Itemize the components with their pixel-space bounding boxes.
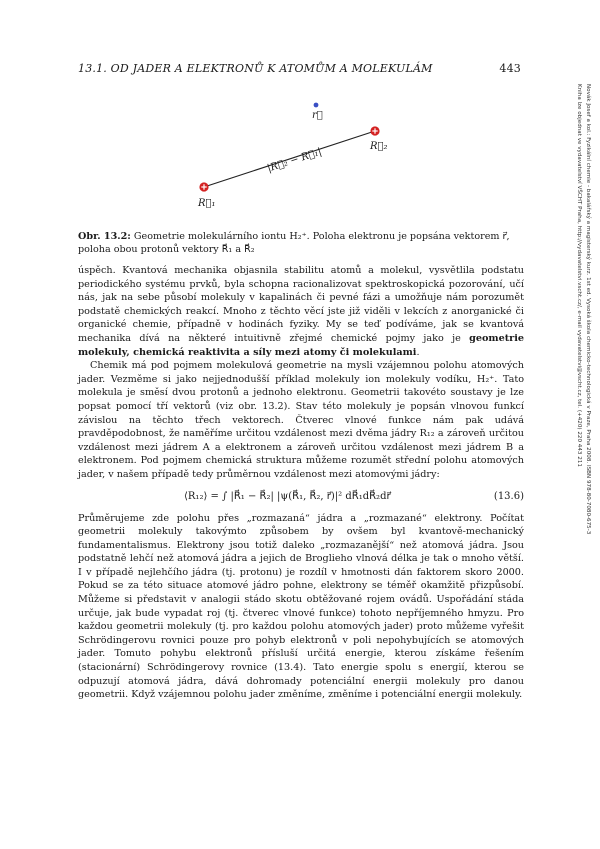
label-r2: R⃗₂ xyxy=(370,141,388,152)
label-r1: R⃗₁ xyxy=(198,198,216,209)
body-text xyxy=(78,264,524,702)
caption-text: Geometrie molekulárního iontu H₂⁺. Poloha elektronu je popsána vektorem r⃗, poloha obou protonů vektory R⃗₁ a R⃗₂ xyxy=(78,231,510,255)
paragraph-1-bold: geometrie molekuly, chemická reaktivita a síly mezi atomy či molekulami xyxy=(78,332,524,358)
figure-h2-ion xyxy=(78,90,522,230)
equation-formula: ⟨R₁₂⟩ = ∫ |R⃗₁ − R⃗₂| |ψ(R⃗₁, R⃗₂, r⃗)|² dR⃗₁dR⃗₂dr⃗ xyxy=(184,490,391,502)
paragraph-1-start: úspěch. Kvantová mechanika objasnila stabilitu atomů a molekul, vysvětlila podstatu periodického systému prvků, byla schopna racionalizovat spektroskopická pozorování, učí nás, jak na sebe působí molekuly v kapalinách či pevné fázi a umožňuje nám porozumět podstatě chemických reakcí. Mnoho z těchto věcí jste již viděli v lekcích z anorganické či organické chemie, případně v hodinách fyziky. My se teď podíváme, jak se kvantová mechanika dívá na některé intuitivně zřejmé chemické pojmy jako je xyxy=(78,265,524,344)
caption-label: Obr. 13.2: xyxy=(78,231,131,242)
figure-caption xyxy=(78,230,524,256)
equation-13-6 xyxy=(78,486,524,510)
side-note-line-2: Kniha lze objednat ve vydavatelství VŠCHT Praha, http://vydavatelstvi.vscht.cz/, e-mail vydavatelstvi@vscht.cz, tel. (+420) 220 443 211 xyxy=(576,84,583,467)
paragraph-1 xyxy=(78,264,524,359)
paragraph-2: Chemik má pod pojmem molekulová geometrie na mysli vzájemnou polohu atomových jader. Vezměme si jako nejjednodušší příklad molekuly ion molekuly vodíku, H₂⁺. Tato molekula je směsí dvou protonů a jednoho elektronu. Geometrii takovéto soustavy je lze popsat pomocí tří vektorů (viz obr. 13.2). Stav této molekuly je popsán vlnovou funkcí závislou na těchto třech vektorech. Čtverec vlnové funkce nám pak udává pravděpodobnost, že naměříme určitou vzdálenost mezi dvěma jádry R₁₂ a zároveň určitou vzdálenost mezi jádrem A a elektronem a zároveň určitou vzdálenost mezi jádrem B a elektronem. Pod pojmem chemická struktura můžeme rozumět střední polohu atomových jader, v našem případě tedy průměrnou vzdálenost mezi atomovými jádry: xyxy=(78,360,524,480)
page-number: 443 xyxy=(499,62,521,75)
label-electron-vector: r⃗ xyxy=(312,110,323,121)
label-distance: |R⃗₂ − R⃗₁| xyxy=(266,146,324,175)
side-note-line-1: Novák Josef a kol.: Fyzikální chemie - bakalářský a magisterský kurz. 1st ed. Vysoká škola chemicko-technologická v Praze, Praha 2008. ISBN 978-80-7080-675-3 xyxy=(585,84,591,535)
electron xyxy=(314,103,319,108)
equation-number: (13.6) xyxy=(493,490,524,502)
running-head xyxy=(78,62,521,75)
paragraph-1-end: . xyxy=(416,346,420,358)
paragraph-3: Průměrujeme zde polohu přes „rozmazaná“ jádra a „rozmazané“ elektrony. Počítat geometrii molekuly takovýmto způsobem by ovšem byl kvantově-mechanický fundamentalismus. Elektrony jsou totiž daleko „rozmazanější“ než atomová jádra. Jsou podstatně lehčí než atomová jádra a jejich de Broglieho vlnová délka je tak o mnoho větší. I v případě nejlehčího jádra (tj. protonu) je rozdíl v hmotnosti dán faktorem skoro 2000. Pokud se za této situace atomové jádro pohne, elektrony se téměř okamžitě přizpůsobí. Můžeme si představit v analogii stádo skotu obtěžované rojem ovádů. Uspořádání stáda určuje, jak bude vypadat roj (tj. čtverec vlnové funkce) tohoto nepříjemného hmyzu. Pro každou geometrii molekuly (tj. pro každou polohu atomových jader) proto můžeme vyřešit Schrödingerovu rovnici pouze pro pohyb elektronů v poli nepohybujících se atomových jader. Tomuto pohybu elektronů přísluší určitá energie, kterou získáme řešením (stacionární) Schrödingerovy rovnice (13.4). Tato energie spolu s energií, kterou se odpuzují atomová jádra, dává dohromady potenciální energii molekuly pro danou geometrii. Když vzájemnou polohu jader změníme, změníme i potenciální energii molekuly. xyxy=(78,512,524,701)
side-note xyxy=(564,84,592,604)
section-title: 13.1. OD JADER A ELEKTRONŮ K ATOMŮM A MOLEKULÁM xyxy=(78,62,433,75)
